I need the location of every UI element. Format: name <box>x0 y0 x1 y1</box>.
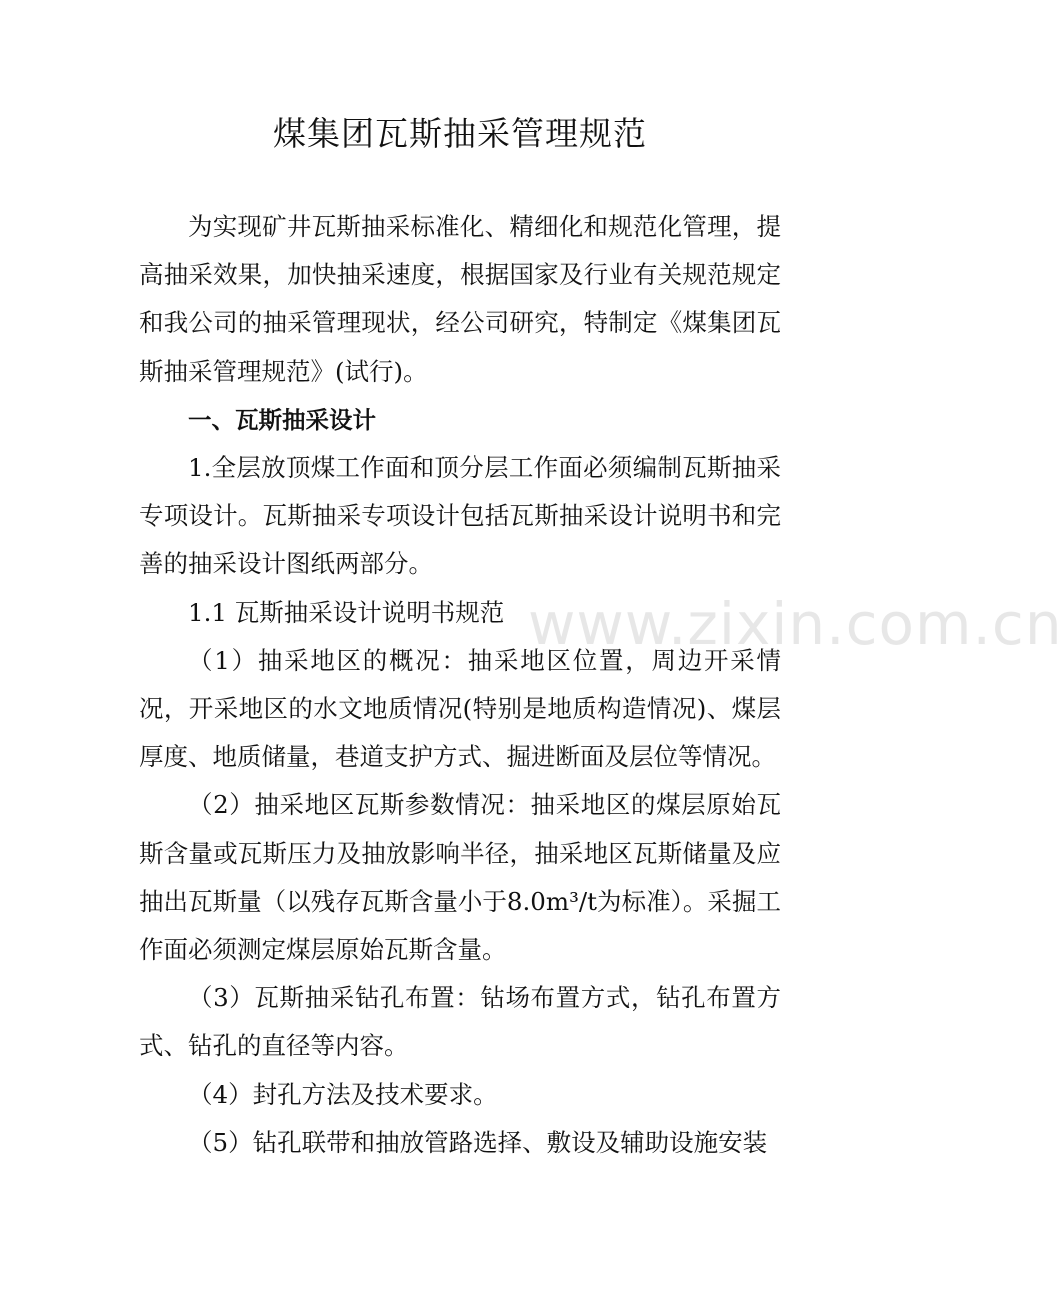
watermark: www.zixin.com.cn <box>528 590 1063 658</box>
document-body <box>139 203 781 1167</box>
subsection-heading: 1.1 瓦斯抽采设计说明书规范 <box>188 597 505 627</box>
paragraph-clause-1: （1）抽采地区的概况：抽采地区位置，周边开采情况，开采地区的水文地质情况(特别是地质构造情况)、煤层厚度、地质储量，巷道支护方式、掘进断面及层位等情况。 <box>139 645 781 772</box>
paragraph-clause-4: （4）封孔方法及技术要求。 <box>188 1079 498 1109</box>
document-title: 煤集团瓦斯抽采管理规范 <box>273 114 647 153</box>
paragraph-clause-3: （3）瓦斯抽采钻孔布置：钻场布置方式，钻孔布置方式、钻孔的直径等内容。 <box>139 983 781 1061</box>
paragraph-item-1: 1.全层放顶煤工作面和顶分层工作面必须编制瓦斯抽采专项设计。瓦斯抽采专项设计包括瓦斯抽采设计说明书和完善的抽采设计图纸两部分。 <box>139 453 781 579</box>
paragraph-intro: 为实现矿井瓦斯抽采标准化、精细化和规范化管理，提高抽采效果，加快抽采速度，根据国家及行业有关规范规定和我公司的抽采管理现状，经公司研究，特制定《煤集团瓦斯抽采管理规范》(试行)。 <box>139 212 781 386</box>
paragraph-clause-5: （5）钻孔联带和抽放管路选择、敷设及辅助设施安装 <box>188 1127 768 1157</box>
paragraph-clause-2: （2）抽采地区瓦斯参数情况：抽采地区的煤层原始瓦斯含量或瓦斯压力及抽放影响半径，抽采地区瓦斯储量及应抽出瓦斯量（以残存瓦斯含量小于8.0m³/t为标准）。采掘工作面必须测定煤层原始瓦斯含量。 <box>139 790 781 965</box>
section-heading: 一、瓦斯抽采设计 <box>188 405 376 434</box>
